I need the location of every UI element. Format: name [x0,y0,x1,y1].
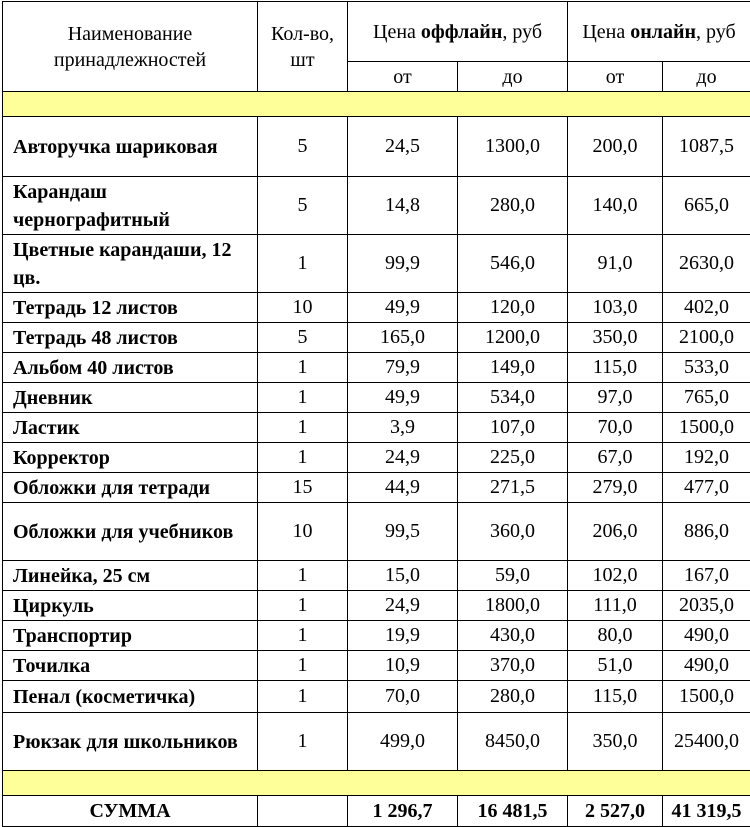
header-offline-from: от [348,62,458,92]
item-offline-from: 49,9 [348,293,458,323]
item-offline-to: 370,0 [458,651,568,681]
item-qty: 5 [258,117,348,177]
table-row [3,561,750,591]
item-offline-from: 44,9 [348,473,458,503]
item-online-from: 115,0 [568,681,663,713]
total-row [3,796,750,827]
item-qty: 10 [258,293,348,323]
item-qty: 1 [258,621,348,651]
item-qty: 5 [258,177,348,235]
item-online-from: 350,0 [568,323,663,353]
item-offline-to: 1800,0 [458,591,568,621]
item-name: Корректор [3,443,258,473]
total-online-from: 2 527,0 [568,796,663,827]
item-name: Авторучка шариковая [3,117,258,177]
item-online-to: 2035,0 [663,591,750,621]
item-online-to: 1500,0 [663,681,750,713]
item-offline-from: 24,9 [348,591,458,621]
item-offline-from: 70,0 [348,681,458,713]
item-name: Обложки для тетради [3,473,258,503]
item-online-from: 115,0 [568,353,663,383]
item-qty: 1 [258,383,348,413]
item-online-to: 167,0 [663,561,750,591]
total-offline-to: 16 481,5 [458,796,568,827]
item-online-from: 140,0 [568,177,663,235]
item-offline-to: 225,0 [458,443,568,473]
header-online-price [568,2,750,62]
item-online-to: 402,0 [663,293,750,323]
header-online-pre: Цена [582,21,630,43]
item-name: Цветные карандаши, 12 цв. [3,235,258,293]
item-offline-from: 99,5 [348,503,458,561]
item-online-to: 192,0 [663,443,750,473]
item-offline-from: 24,5 [348,117,458,177]
table-row [3,323,750,353]
item-offline-from: 14,8 [348,177,458,235]
item-offline-from: 165,0 [348,323,458,353]
item-offline-to: 430,0 [458,621,568,651]
item-offline-from: 15,0 [348,561,458,591]
item-name: Транспортир [3,621,258,651]
item-name: Линейка, 25 см [3,561,258,591]
item-offline-from: 99,9 [348,235,458,293]
item-name: Альбом 40 листов [3,353,258,383]
item-qty: 1 [258,235,348,293]
item-name: Ластик [3,413,258,443]
table-row [3,591,750,621]
item-offline-to: 1200,0 [458,323,568,353]
item-offline-to: 534,0 [458,383,568,413]
item-online-from: 103,0 [568,293,663,323]
item-offline-from: 499,0 [348,713,458,771]
item-name: Пенал (косметичка) [3,681,258,713]
item-offline-to: 280,0 [458,177,568,235]
header-offline-post: , руб [502,21,542,43]
item-online-to: 533,0 [663,353,750,383]
item-offline-to: 8450,0 [458,713,568,771]
table-row [3,177,750,235]
item-online-to: 886,0 [663,503,750,561]
item-online-from: 111,0 [568,591,663,621]
item-online-to: 2100,0 [663,323,750,353]
table-row [3,503,750,561]
item-offline-to: 59,0 [458,561,568,591]
item-qty: 1 [258,561,348,591]
total-offline-from: 1 296,7 [348,796,458,827]
item-online-from: 97,0 [568,383,663,413]
header-offline-pre: Цена [373,21,421,43]
item-online-to: 490,0 [663,651,750,681]
item-offline-to: 149,0 [458,353,568,383]
item-offline-from: 49,9 [348,383,458,413]
item-name: Тетрадь 48 листов [3,323,258,353]
item-online-to: 765,0 [663,383,750,413]
item-qty: 1 [258,681,348,713]
item-online-from: 91,0 [568,235,663,293]
header-online-to: до [663,62,750,92]
table-row [3,713,750,771]
price-table [2,1,750,827]
item-name: Рюкзак для школьников [3,713,258,771]
item-offline-to: 360,0 [458,503,568,561]
table-row [3,235,750,293]
item-qty: 1 [258,651,348,681]
item-online-from: 206,0 [568,503,663,561]
item-offline-to: 107,0 [458,413,568,443]
header-online-bold: онлайн [630,21,696,43]
total-online-to: 41 319,5 [663,796,750,827]
item-online-to: 490,0 [663,621,750,651]
table-row [3,473,750,503]
table-row [3,413,750,443]
item-online-to: 477,0 [663,473,750,503]
item-offline-from: 19,9 [348,621,458,651]
item-offline-from: 79,9 [348,353,458,383]
item-offline-from: 24,9 [348,443,458,473]
separator-band [3,771,750,796]
item-qty: 1 [258,443,348,473]
item-name: Точилка [3,651,258,681]
item-offline-to: 1300,0 [458,117,568,177]
item-online-to: 2630,0 [663,235,750,293]
table-row [3,621,750,651]
item-offline-to: 271,5 [458,473,568,503]
table-row [3,117,750,177]
item-online-from: 102,0 [568,561,663,591]
item-qty: 1 [258,413,348,443]
item-offline-from: 10,9 [348,651,458,681]
item-offline-to: 120,0 [458,293,568,323]
item-name: Тетрадь 12 листов [3,293,258,323]
total-qty [258,796,348,827]
item-online-from: 200,0 [568,117,663,177]
table-row [3,353,750,383]
header-offline-price [348,2,568,62]
item-qty: 1 [258,591,348,621]
header-name: Наименование принадлежностей [3,2,258,92]
item-name: Дневник [3,383,258,413]
item-online-to: 1087,5 [663,117,750,177]
separator-band [3,92,750,117]
item-offline-to: 546,0 [458,235,568,293]
header-online-post: , руб [696,21,736,43]
item-name: Обложки для учебников [3,503,258,561]
item-qty: 1 [258,353,348,383]
item-online-from: 279,0 [568,473,663,503]
item-name: Карандаш чернографитный [3,177,258,235]
item-offline-to: 280,0 [458,681,568,713]
table-row [3,383,750,413]
item-qty: 5 [258,323,348,353]
item-qty: 10 [258,503,348,561]
item-online-from: 51,0 [568,651,663,681]
header-qty: Кол-во, шт [258,2,348,92]
header-offline-to: до [458,62,568,92]
table-row [3,443,750,473]
item-online-to: 665,0 [663,177,750,235]
header-online-from: от [568,62,663,92]
item-online-to: 1500,0 [663,413,750,443]
item-qty: 1 [258,713,348,771]
table-row [3,651,750,681]
item-offline-from: 3,9 [348,413,458,443]
item-online-from: 67,0 [568,443,663,473]
item-online-from: 70,0 [568,413,663,443]
item-name: Циркуль [3,591,258,621]
table-row [3,293,750,323]
header-offline-bold: оффлайн [421,21,502,43]
item-online-to: 25400,0 [663,713,750,771]
item-online-from: 350,0 [568,713,663,771]
table-row [3,681,750,713]
item-qty: 15 [258,473,348,503]
total-label: СУММА [3,796,258,827]
item-online-from: 80,0 [568,621,663,651]
